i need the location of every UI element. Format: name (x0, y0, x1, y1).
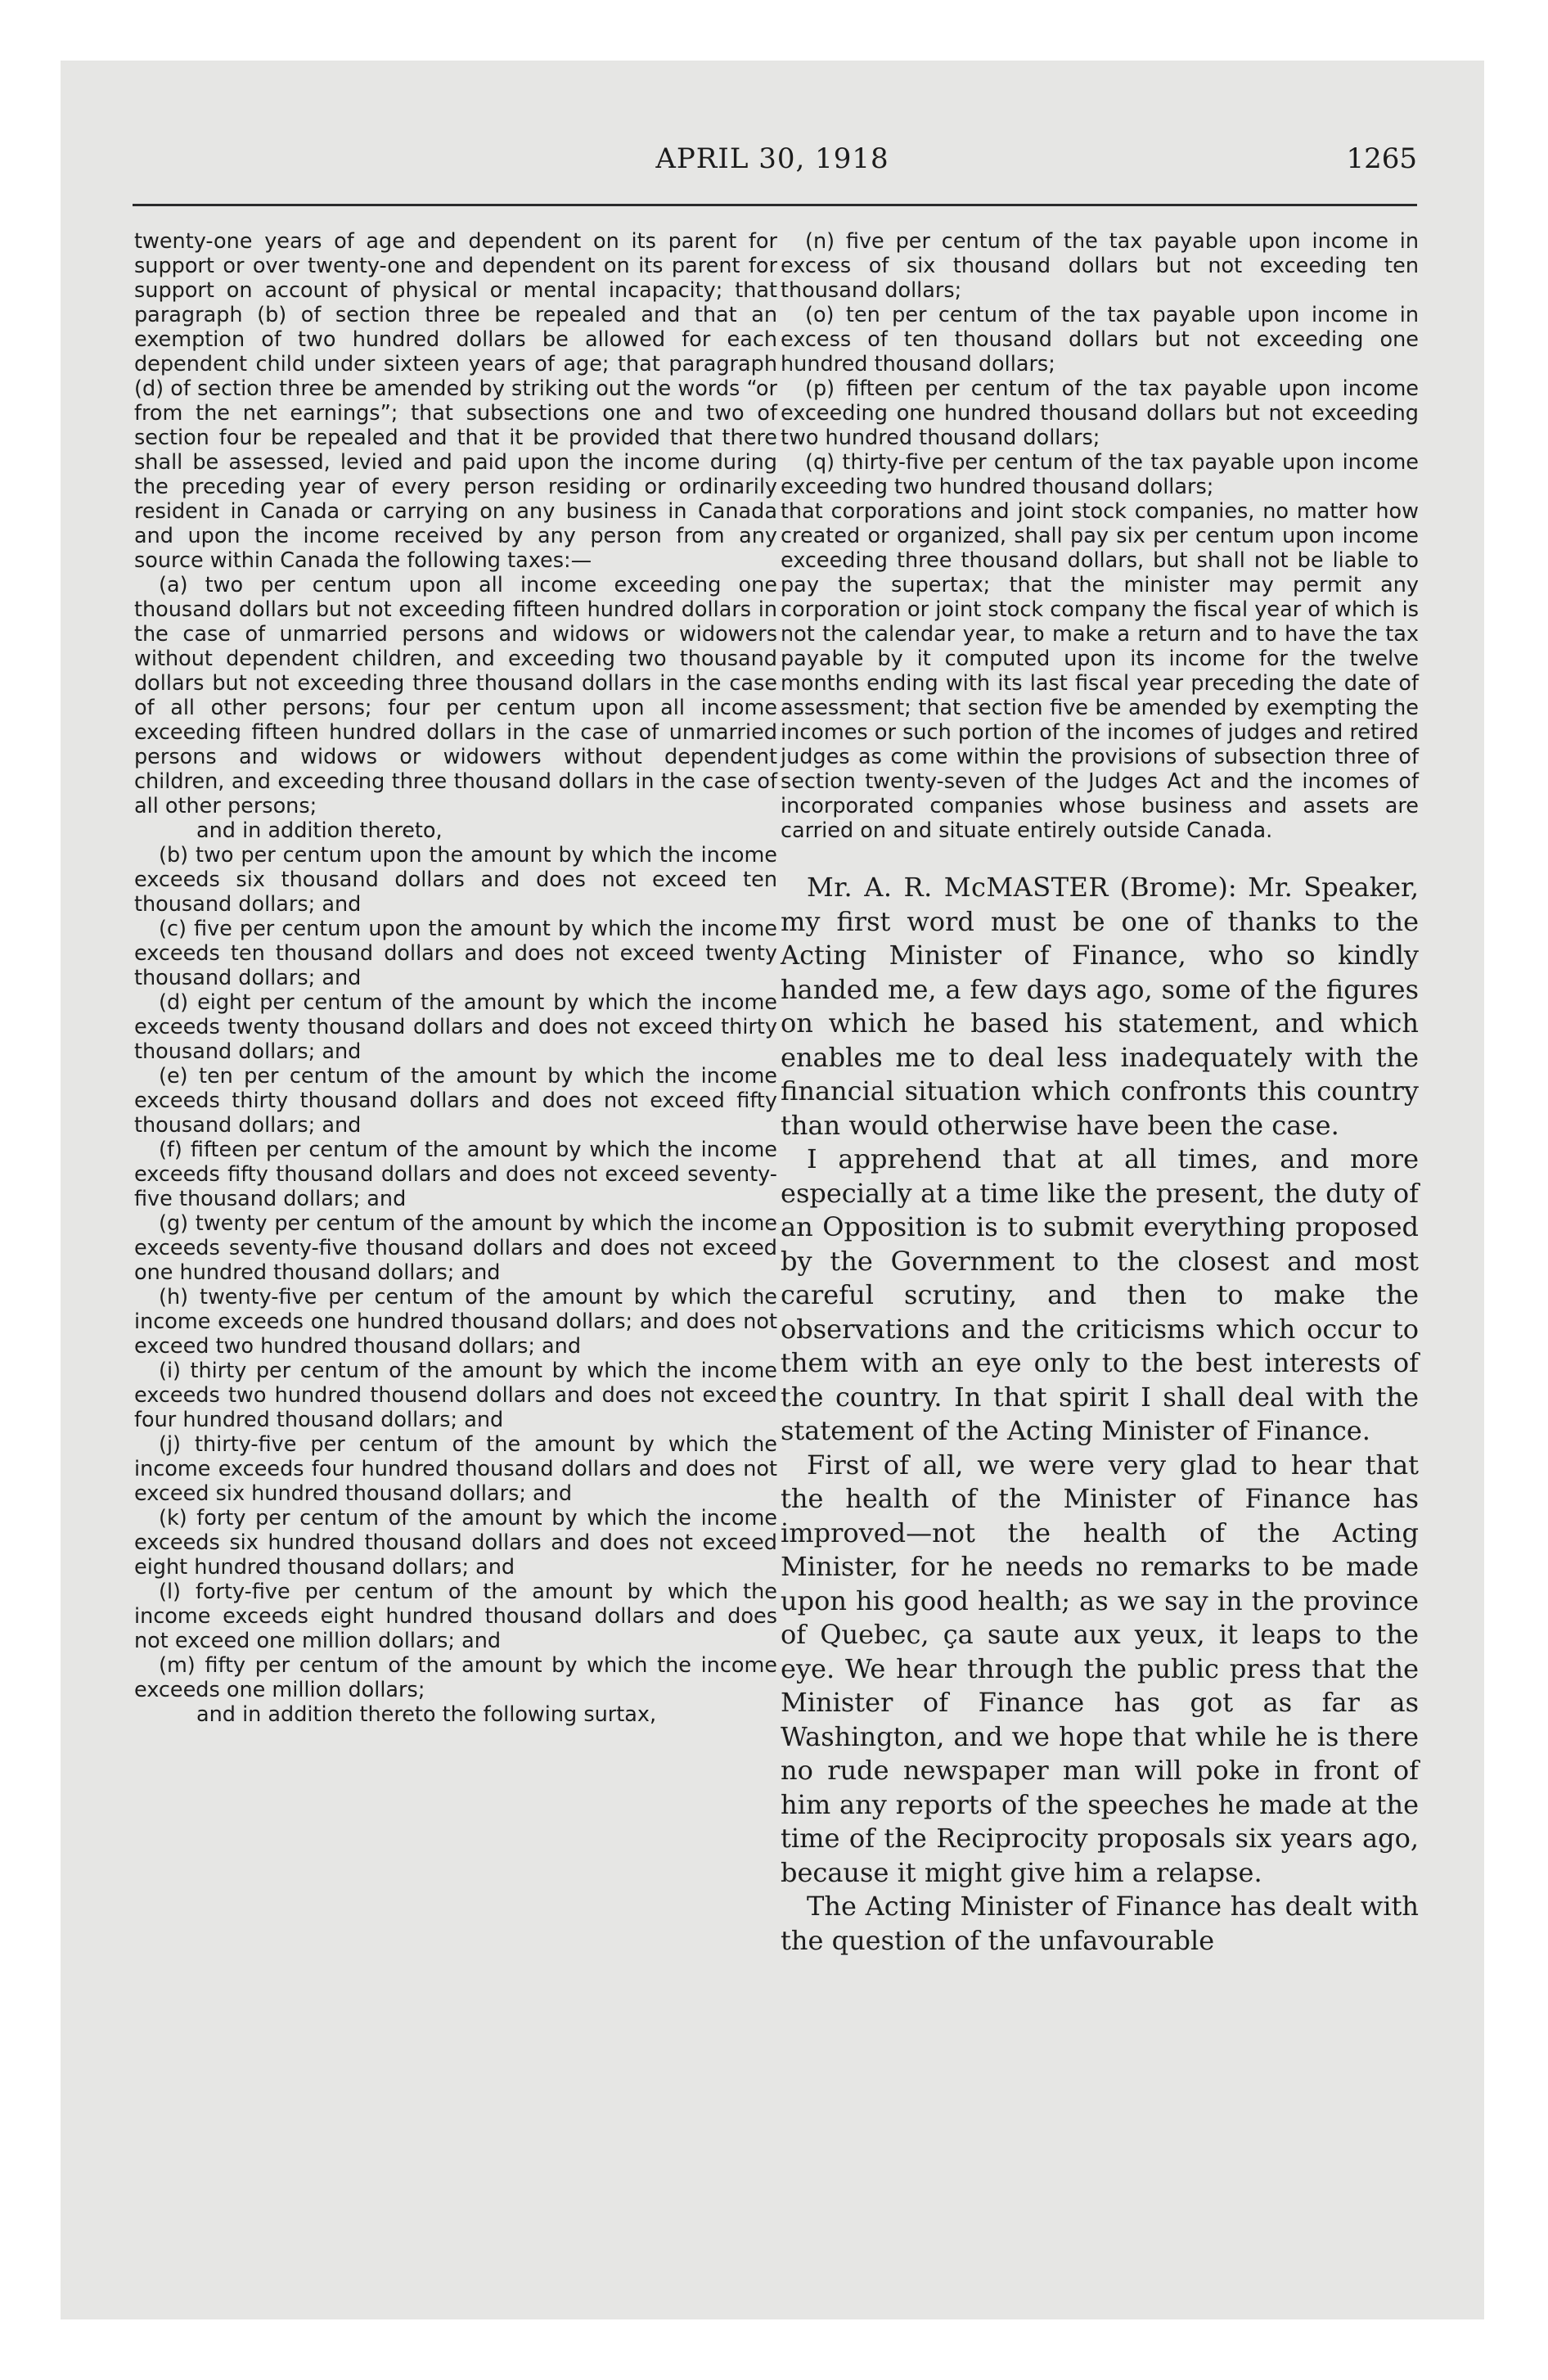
resolution-intro: twenty-one years of age and dependent on its parent for support or over twenty-one and dependent on its parent for support on account of physical or mental incapacity; that paragraph (b) of section three be repealed and that an exemption of two hundred dollars be allowed for each dependent child under sixteen years of age; that paragraph (d) of section three be amended by striking out the words “or from the net earnings”; that subsections one and two of section four be repealed and that it be provided that there shall be assessed, levied and paid upon the income during the preceding year of every person residing or ordinarily resident in Canada or carrying on any business in Canada and upon the income received by any person from any source within Canada the following taxes:— (134, 229, 777, 573)
clause-a: (a) two per centum upon all income exceeding one thousand dollars but not exceeding fifteen hundred dollars in the case of unmarried persons and widows or widowers without dependent children, and exceeding two thousand dollars but not exceeding three thousand dollars in the case of all other persons; four per centum upon all income exceeding fifteen hundred dollars in the case of unmarried persons and widows or widowers without dependent children, and exceeding three thousand dollars in the case of all other persons; (134, 573, 777, 818)
clause-m: (m) fifty per centum of the amount by which the income exceeds one million dollars; (134, 1653, 777, 1702)
clause-k: (k) forty per centum of the amount by which the income exceeds six hundred thousand dollars and does not exceed eight hundred thousand dollars; and (134, 1506, 777, 1580)
speaker-name: Mr. A. R. McMASTER (807, 872, 1109, 903)
clause-h: (h) twenty-five per centum of the amount by which the income exceeds one hundred thousand dollars; and does not exceed two hundred thousand dollars; and (134, 1285, 777, 1359)
speech (781, 871, 1419, 1958)
page-header (61, 142, 1484, 192)
clause-l: (l) forty-five per centum of the amount by which the income exceeds eight hundred thousand dollars and does not exceed one million dollars; and (134, 1580, 777, 1653)
clause-a-addition: and in addition thereto, (196, 818, 443, 843)
speech-paragraph-3: First of all, we were very glad to hear that the health of the Minister of Finance has improved—not the health of the Acting Minister, for he needs no remarks to be made upon his good health; as we say in the province of Quebec, ça saute aux yeux, it leaps to the eye. We hear through the public press that the Minister of Finance has got as far as Washington, and we hope that while he is there no rude newspaper man will poke in front of him any reports of the speeches he made at the time of the Reciprocity proposals six years ago, because it might give him a relapse. (781, 1449, 1419, 1888)
speech-paragraph-2: I apprehend that at all times, and more especially at a time like the present, the duty of an Opposition is to submit everything proposed by the Government to the closest and most careful scrutiny, and then to make the observations and the criticisms which occur to them with an eye only to the best interests of the country. In that spirit I shall deal with the statement of the Acting Minister of Finance. (781, 1143, 1419, 1446)
clause-e: (e) ten per centum of the amount by which the income exceeds thirty thousand dollars and does not exceed fifty thousand dollars; and (134, 1064, 777, 1138)
page-number: 1265 (1346, 142, 1417, 175)
speech-paragraph-4: The Acting Minister of Finance has dealt with the question of the unfavourable (781, 1891, 1419, 1956)
clause-p: (p) fifteen per centum of the tax payable upon income exceeding one hundred thousand dollars but not exceeding two hundred thousand dollars; (781, 376, 1419, 450)
clause-g: (g) twenty per centum of the amount by which the income exceeds seventy-five thousand dollars and does not exceed one hundred thousand dollars; and (134, 1211, 777, 1285)
resolution-closing: that corporations and joint stock companies, no matter how created or organized, shall pay six per centum upon income exceeding three thousand dollars, but shall not be liable to pay the supertax; that the minister may permit any corporation or joint stock company the fiscal year of which is not the calendar year, to make a return and to have the tax payable by it computed upon its income for the twelve months ending with its last fiscal year preceding the date of assessment; that section five be amended by exempting the incomes or such portion of the incomes of judges and retired judges as come within the provisions of subsection three of section twenty-seven of the Judges Act and the incomes of incorporated companies whose business and assets are carried on and situate entirely outside Canada. (781, 499, 1419, 843)
clause-f: (f) fifteen per centum of the amount by which the income exceeds fifty thousand dollars and does not exceed seventy-five thousand dollars; and (134, 1138, 777, 1211)
left-column (134, 229, 777, 1727)
clause-d: (d) eight per centum of the amount by which the income exceeds twenty thousand dollars and does not exceed thirty thousand dollars; and (134, 990, 777, 1064)
clause-j: (j) thirty-five per centum of the amount by which the income exceeds four hundred thousand dollars and does not exceed six hundred thousand dollars; and (134, 1432, 777, 1506)
clause-i: (i) thirty per centum of the amount by which the income exceeds two hundred thousend dollars and does not exceed four hundred thousand dollars; and (134, 1359, 777, 1432)
clause-o: (o) ten per centum of the tax payable upon income in excess of ten thousand dollars but not exceeding one hundred thousand dollars; (781, 303, 1419, 376)
clause-m-addition: and in addition thereto the following surtax, (196, 1702, 657, 1727)
clause-c: (c) five per centum upon the amount by which the income exceeds ten thousand dollars and does not exceed twenty thousand dollars; and (134, 917, 777, 990)
header-date: APRIL 30, 1918 (655, 142, 889, 175)
header-rule (133, 204, 1417, 206)
clause-q: (q) thirty-five per centum of the tax payable upon income exceeding two hundred thousand dollars; (781, 450, 1419, 499)
clause-b: (b) two per centum upon the amount by which the income exceeds six thousand dollars and does not exceed ten thousand dollars; and (134, 843, 777, 917)
clause-n: (n) five per centum of the tax payable upon income in excess of six thousand dollars but not exceeding ten thousand dollars; (781, 229, 1419, 303)
speech-paragraph-1 (781, 871, 1419, 1143)
right-column (781, 229, 1419, 1958)
speech-paragraph-1-text: (Brome): Mr. Speaker, my first word must be one of thanks to the Acting Minister of Finance, who so kindly handed me, a few days ago, some of the figures on which he based his statement, and which enables me to deal less inadequately with the financial situation which confronts this country than would otherwise have been the case. (781, 872, 1420, 1141)
page-scan (61, 61, 1484, 2319)
